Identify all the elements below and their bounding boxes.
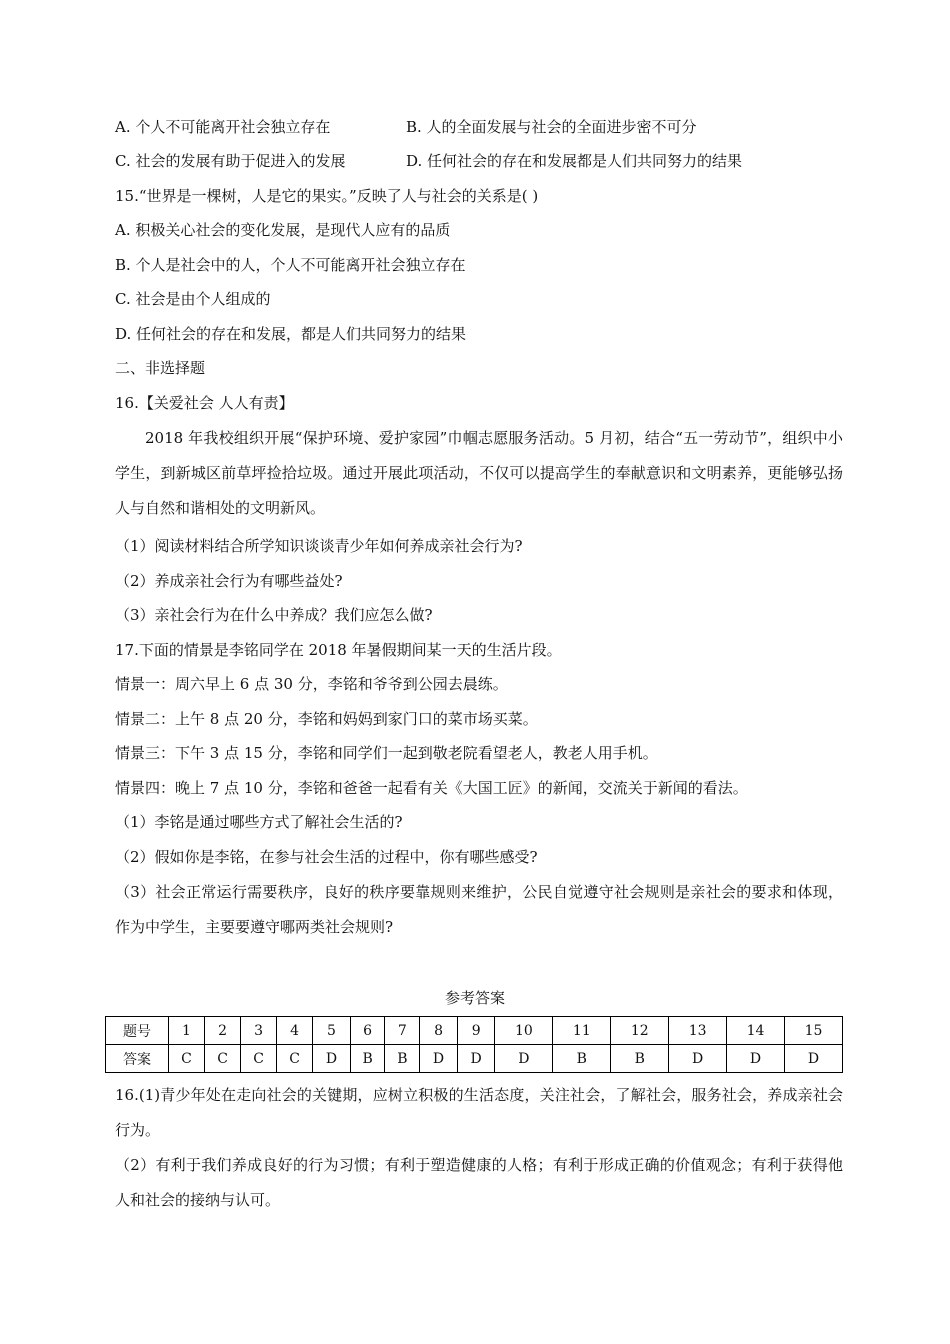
table-cell: D xyxy=(495,1045,553,1073)
table-cell: D xyxy=(727,1045,785,1073)
table-cell: D xyxy=(669,1045,727,1073)
table-cell: 4 xyxy=(277,1017,313,1045)
table-cell: C xyxy=(241,1045,277,1073)
q14-option-b: B. 人的全面发展与社会的全面进步密不可分 xyxy=(406,118,697,136)
table-cell: 1 xyxy=(169,1017,205,1045)
table-cell: 6 xyxy=(350,1017,385,1045)
table-cell: 3 xyxy=(241,1017,277,1045)
answer-key-row-answers xyxy=(106,1045,843,1073)
q17-scene-4: 情景四：晚上 7 点 10 分，李铭和爸爸一起看有关《大国工匠》的新闻，交流关于新闻的看法。 xyxy=(115,779,748,797)
table-cell: D xyxy=(785,1045,843,1073)
q14-option-d: D. 任何社会的存在和发展都是人们共同努力的结果 xyxy=(406,152,743,170)
q17-sub2: （2）假如你是李铭，在参与社会生活的过程中，你有哪些感受? xyxy=(115,848,538,866)
table-cell: B xyxy=(611,1045,669,1073)
q15-option-d: D. 任何社会的存在和发展，都是人们共同努力的结果 xyxy=(115,325,467,343)
q14-option-a: A. 个人不可能离开社会独立存在 xyxy=(115,118,331,136)
answer-key-row-numbers xyxy=(106,1017,843,1045)
table-cell: B xyxy=(350,1045,385,1073)
q16-sub2: （2）养成亲社会行为有哪些益处? xyxy=(115,572,343,590)
q17-sub1: （1）李铭是通过哪些方式了解社会生活的? xyxy=(115,813,403,831)
answer-key-title: 参考答案 xyxy=(444,989,505,1007)
table-cell: D xyxy=(313,1045,351,1073)
q15-option-b: B. 个人是社会中的人，个人不可能离开社会独立存在 xyxy=(115,256,466,274)
row-label: 答案 xyxy=(106,1045,169,1073)
table-cell: 9 xyxy=(457,1017,495,1045)
section-title: 二、非选择题 xyxy=(115,359,206,377)
answer-16-1: 16.(1)青少年处在走向社会的关键期，应树立积极的生活态度，关注社会，了解社会，服务社会，养成亲社会行为。 xyxy=(115,1086,843,1139)
table-cell: 8 xyxy=(420,1017,458,1045)
q16-title: 16.【关爱社会 人人有责】 xyxy=(115,394,294,412)
q17-sub3: （3）社会正常运行需要秩序，良好的秩序要靠规则来维护，公民自觉遵守社会规则是亲社会的要求和体现，作为中学生，主要要遵守哪两类社会规则? xyxy=(115,883,843,936)
q17-scene-3: 情景三：下午 3 点 15 分，李铭和同学们一起到敬老院看望老人，教老人用手机。 xyxy=(115,744,658,762)
table-cell: 11 xyxy=(553,1017,611,1045)
q17-stem: 17.下面的情景是李铭同学在 2018 年暑假期间某一天的生活片段。 xyxy=(115,641,562,659)
q16-material: 2018 年我校组织开展“保护环境、爱护家园”巾帼志愿服务活动。5 月初，结合“五一劳动节”，组织中小学生，到新城区前草坪捡拾垃圾。通过开展此项活动，不仅可以提高学生的奉献意识和文明素养，更能够弘扬人与自然和谐相处的文明新风。 xyxy=(115,429,843,517)
table-cell: 15 xyxy=(785,1017,843,1045)
table-cell: 13 xyxy=(669,1017,727,1045)
q15-option-a: A. 积极关心社会的变化发展，是现代人应有的品质 xyxy=(115,221,451,239)
q17-scene-2: 情景二：上午 8 点 20 分，李铭和妈妈到家门口的菜市场买菜。 xyxy=(115,710,538,728)
table-cell: C xyxy=(277,1045,313,1073)
table-cell: C xyxy=(205,1045,241,1073)
table-cell: D xyxy=(457,1045,495,1073)
q15-stem: 15.“世界是一棵树，人是它的果实。”反映了人与社会的关系是( ) xyxy=(115,187,539,205)
table-cell: 2 xyxy=(205,1017,241,1045)
table-cell: B xyxy=(553,1045,611,1073)
q15-option-c: C. 社会是由个人组成的 xyxy=(115,290,271,308)
q14-option-c: C. 社会的发展有助于促进入的发展 xyxy=(115,152,346,170)
answer-16-2: （2）有利于我们养成良好的行为习惯；有利于塑造健康的人格；有利于形成正确的价值观念；有利于获得他人和社会的接纳与认可。 xyxy=(115,1156,843,1209)
table-cell: C xyxy=(169,1045,205,1073)
q16-sub3: （3）亲社会行为在什么中养成？我们应怎么做? xyxy=(115,606,433,624)
row-label: 题号 xyxy=(106,1017,169,1045)
table-cell: D xyxy=(420,1045,458,1073)
answer-key-table xyxy=(105,1016,843,1073)
table-cell: 5 xyxy=(313,1017,351,1045)
table-cell: 14 xyxy=(727,1017,785,1045)
q16-sub1: （1）阅读材料结合所学知识谈谈青少年如何养成亲社会行为? xyxy=(115,537,523,555)
table-cell: B xyxy=(385,1045,420,1073)
table-cell: 10 xyxy=(495,1017,553,1045)
table-cell: 12 xyxy=(611,1017,669,1045)
table-cell: 7 xyxy=(385,1017,420,1045)
q17-scene-1: 情景一：周六早上 6 点 30 分，李铭和爷爷到公园去晨练。 xyxy=(115,675,508,693)
